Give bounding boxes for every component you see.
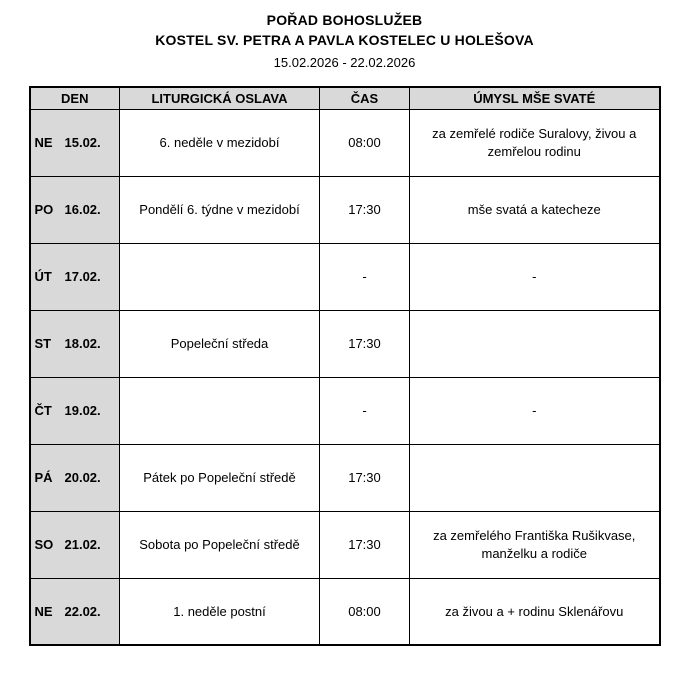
cas-cell: 17:30 [320, 444, 410, 511]
umysl-cell: za zemřelého Františka Rušikvase, manželku a rodiče [410, 511, 660, 578]
date-label: 18.02. [64, 336, 101, 352]
oslava-cell: Pondělí 6. týdne v mezidobí [120, 176, 320, 243]
day-cell [30, 578, 120, 645]
day-cell [30, 109, 120, 176]
oslava-cell: 6. neděle v mezidobí [120, 109, 320, 176]
col-header-oslava: LITURGICKÁ OSLAVA [120, 87, 320, 109]
day-label: NE [34, 604, 53, 620]
umysl-cell: mše svatá a katecheze [410, 176, 660, 243]
table-row [30, 444, 660, 511]
church-name: KOSTEL SV. PETRA A PAVLA KOSTELEC U HOLEŠOVA [155, 32, 534, 49]
oslava-cell [120, 377, 320, 444]
day-label: NE [34, 135, 53, 151]
cas-cell: - [320, 377, 410, 444]
table-row [30, 377, 660, 444]
page-title: POŘAD BOHOSLUŽEB [266, 12, 423, 28]
table-header-row [30, 87, 660, 109]
oslava-cell: Sobota po Popeleční středě [120, 511, 320, 578]
umysl-cell: - [410, 377, 660, 444]
col-header-den: DEN [30, 87, 120, 109]
date-label: 21.02. [64, 537, 101, 553]
day-cell [30, 176, 120, 243]
day-label: ST [34, 336, 52, 352]
umysl-cell: za zemřelé rodiče Suralovy, živou a zemřelou rodinu [410, 109, 660, 176]
cas-cell: - [320, 243, 410, 310]
table-row [30, 578, 660, 645]
col-header-umysl: ÚMYSL MŠE SVATÉ [410, 87, 660, 109]
umysl-cell: - [410, 243, 660, 310]
table-row [30, 511, 660, 578]
cas-cell: 17:30 [320, 176, 410, 243]
table-row [30, 176, 660, 243]
oslava-cell: 1. neděle postní [120, 578, 320, 645]
oslava-cell: Pátek po Popeleční středě [120, 444, 320, 511]
day-label: PÁ [34, 470, 53, 486]
cas-cell: 17:30 [320, 511, 410, 578]
date-label: 15.02. [64, 135, 101, 151]
table-row [30, 243, 660, 310]
cas-cell: 08:00 [320, 578, 410, 645]
day-label: SO [34, 537, 54, 553]
col-header-cas: ČAS [320, 87, 410, 109]
date-label: 16.02. [64, 202, 101, 218]
table-row [30, 109, 660, 176]
cas-cell: 08:00 [320, 109, 410, 176]
umysl-cell [410, 310, 660, 377]
day-cell [30, 511, 120, 578]
cas-cell: 17:30 [320, 310, 410, 377]
date-range: 15.02.2026 - 22.02.2026 [273, 54, 416, 70]
schedule-table [29, 86, 661, 646]
umysl-cell [410, 444, 660, 511]
oslava-cell: Popeleční středa [120, 310, 320, 377]
day-cell [30, 310, 120, 377]
day-label: ÚT [34, 269, 52, 285]
date-label: 19.02. [64, 403, 101, 419]
page-header [0, 10, 689, 72]
table-row [30, 310, 660, 377]
date-label: 22.02. [64, 604, 101, 620]
oslava-cell [120, 243, 320, 310]
day-cell [30, 243, 120, 310]
day-label: ČT [34, 403, 52, 419]
date-label: 17.02. [64, 269, 101, 285]
umysl-cell: za živou a + rodinu Sklenářovu [410, 578, 660, 645]
date-label: 20.02. [64, 470, 101, 486]
day-cell [30, 377, 120, 444]
day-label: PO [34, 202, 54, 218]
day-cell [30, 444, 120, 511]
